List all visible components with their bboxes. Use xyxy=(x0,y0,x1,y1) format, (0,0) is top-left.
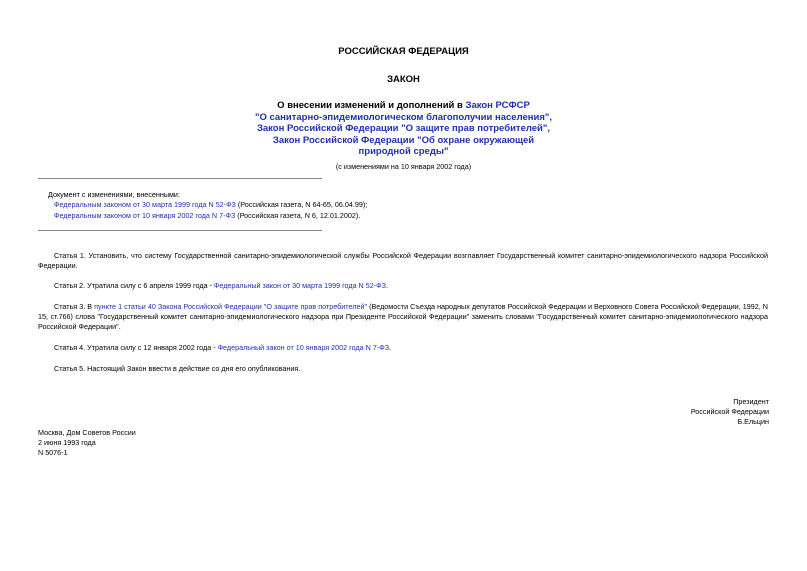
article-2-link[interactable]: Федеральный закон от 30 марта 1999 года N 52-ФЗ xyxy=(213,281,386,290)
article-3 xyxy=(38,302,768,332)
law-title-prefix: О внесении изменений и дополнений в xyxy=(277,100,466,111)
article-3-link[interactable]: пункте 1 статьи 40 Закона Российской Федерации "О защите прав потребителей" xyxy=(94,302,368,311)
law-title-link[interactable]: Закон РСФСР xyxy=(465,100,530,111)
article-3-rest: (Ведомости Съезда народных депутатов Российской Федерации и Верховного Совета Российской Федерации, 1992, N 15, ст.766) слова "Государственный комитет санитарно-эпидемиологического надзора при Президенте Российской Федерации" заменить словами "Государственный комитет санитарно-эпидемиологического надзора Российской Федерации". xyxy=(38,302,768,331)
signature-title: Президент xyxy=(733,397,769,406)
law-title-line-1 xyxy=(0,100,807,112)
amendment-item-2 xyxy=(54,211,360,221)
law-title-line-2[interactable]: "О санитарно-эпидемиологическом благополучии населения", xyxy=(254,111,553,123)
signature-country: Российской Федерации xyxy=(690,407,769,416)
document-type-heading: ЗАКОН xyxy=(387,74,420,85)
signature-block xyxy=(569,397,769,427)
amendments-intro: Документ с изменениями, внесенными: xyxy=(48,190,180,199)
place: Москва, Дом Советов России xyxy=(38,428,136,437)
article-2 xyxy=(38,281,768,291)
date: 2 июня 1993 года xyxy=(38,438,96,447)
article-4 xyxy=(38,343,768,353)
article-5: Статья 5. Настоящий Закон ввести в действие со дня его опубликования. xyxy=(54,364,301,373)
article-4-end: . xyxy=(389,343,392,352)
law-title-line-5[interactable]: природной среды" xyxy=(358,146,449,157)
law-title xyxy=(0,100,807,158)
article-3-text: Статья 3. В xyxy=(54,302,95,311)
amendment-item-1 xyxy=(54,200,367,210)
signature-name: Б.Ельцин xyxy=(737,417,769,426)
article-2-text: Статья 2. Утратила силу с 6 апреля 1999 года - xyxy=(54,281,214,290)
divider-top xyxy=(38,178,322,179)
divider-bottom xyxy=(38,230,322,231)
article-4-text: Статья 4. Утратила силу с 12 января 2002 года - xyxy=(54,343,218,352)
law-title-line-4[interactable]: Закон Российской Федерации "Об охране окружающей xyxy=(272,134,535,146)
amendment-link-1[interactable]: Федеральным законом от 30 марта 1999 года N 52-ФЗ xyxy=(54,200,236,209)
article-4-link[interactable]: Федеральный закон от 10 января 2002 года N 7-ФЗ xyxy=(217,343,390,352)
place-date-block xyxy=(38,428,136,458)
document-number: N 5076-1 xyxy=(38,448,68,457)
country-heading: РОССИЙСКАЯ ФЕДЕРАЦИЯ xyxy=(338,46,469,57)
article-2-end: . xyxy=(385,281,388,290)
article-1: Статья 1. Установить, что систему Государственной санитарно-эпидемиологической службы Российской Федерации возглавляет Государственный комитет санитарно-эпидемиологического надзора Российской Федерации. xyxy=(38,251,768,270)
amendment-source-1: (Российская газета, N 64-65, 06.04.99); xyxy=(235,200,368,209)
amendment-link-2[interactable]: Федеральным законом от 10 января 2002 года N 7-ФЗ xyxy=(54,211,236,220)
amendment-source-2: (Российская газета, N 6, 12.01.2002). xyxy=(235,211,361,220)
edition-note: (с изменениями на 10 января 2002 года) xyxy=(335,162,472,171)
law-title-line-3[interactable]: Закон Российской Федерации "О защите прав потребителей", xyxy=(256,123,551,134)
